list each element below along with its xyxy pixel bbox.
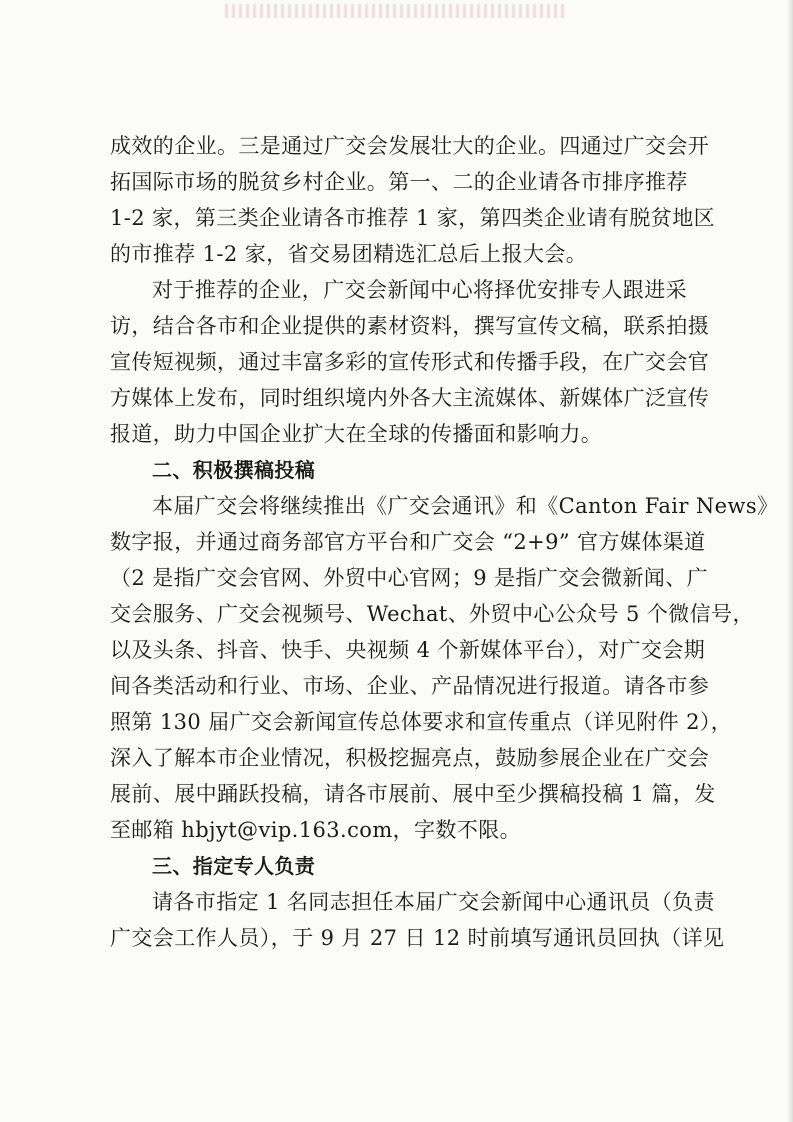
text-line: 的市推荐 1-2 家，省交易团精选汇总后上报大会。	[110, 242, 588, 266]
text-line: 对于推荐的企业，广交会新闻中心将择优安排专人跟进采	[152, 278, 687, 302]
text-line: 交会服务、广交会视频号、Wechat、外贸中心公众号 5 个微信号，	[110, 602, 754, 626]
section-heading-designate-contact: 三、指定专人负责	[152, 854, 316, 878]
paragraph-recommended-enterprises	[110, 272, 710, 452]
text-line: 以及头条、抖音、快手、央视频 4 个新媒体平台），对广交会期	[110, 638, 706, 662]
text-line: 照第 130 届广交会新闻宣传总体要求和宣传重点（详见附件 2），	[110, 710, 733, 734]
text-line: 方媒体上发布，同时组织境内外各大主流媒体、新媒体广泛宣传	[110, 386, 710, 410]
paragraph-media-channels	[110, 488, 779, 848]
text-line: 广交会工作人员），于 9 月 27 日 12 时前填写通讯员回执（详见	[110, 926, 725, 950]
text-line: 宣传短视频，通过丰富多彩的宣传形式和传播手段，在广交会官	[110, 350, 710, 374]
scan-stamp-mark	[225, 4, 565, 18]
text-line: 本届广交会将继续推出《广交会通讯》和《Canton Fair News》	[152, 494, 779, 518]
text-line: 访，结合各市和企业提供的素材资料，撰写宣传文稿，联系拍摄	[110, 314, 710, 338]
text-line: 拓国际市场的脱贫乡村企业。第一、二的企业请各市排序推荐	[110, 170, 688, 194]
page-edge-shadow	[787, 0, 793, 1122]
text-line: 展前、展中踊跃投稿，请各市展前、展中至少撰稿投稿 1 篇，发	[110, 782, 716, 806]
text-line: 请各市指定 1 名同志担任本届广交会新闻中心通讯员（负责	[152, 890, 715, 914]
paragraph-correspondent	[110, 884, 725, 956]
document-body	[110, 128, 779, 956]
text-line: 成效的企业。三是通过广交会发展壮大的企业。四通过广交会开	[110, 134, 710, 158]
text-line: 深入了解本市企业情况，积极挖掘亮点，鼓励参展企业在广交会	[110, 746, 710, 770]
text-line: 报道，助力中国企业扩大在全球的传播面和影响力。	[110, 422, 603, 446]
text-line: 间各类活动和行业、市场、企业、产品情况进行报道。请各市参	[110, 674, 710, 698]
section-heading-submit-articles: 二、积极撰稿投稿	[152, 458, 316, 482]
paragraph-enterprise-types	[110, 128, 716, 272]
text-line: 至邮箱 hbjyt@vip.163.com，字数不限。	[110, 818, 522, 842]
text-line: 数字报，并通过商务部官方平台和广交会 “2+9” 官方媒体渠道	[110, 530, 706, 554]
text-line: （2 是指广交会官网、外贸中心官网；9 是指广交会微新闻、广	[110, 566, 709, 590]
text-line: 1-2 家，第三类企业请各市推荐 1 家，第四类企业请有脱贫地区	[110, 206, 716, 230]
